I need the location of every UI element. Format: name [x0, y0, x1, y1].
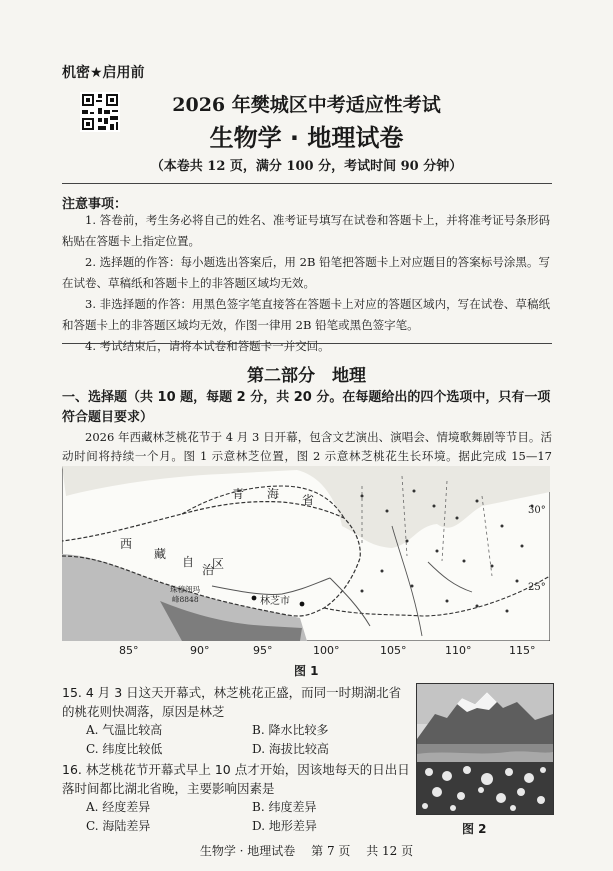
map-label-xizang-1: 西 — [120, 537, 133, 551]
map-lon-label: 95° — [253, 644, 273, 657]
figure-1-map — [62, 466, 550, 641]
question-16-stem: 16. 林芝桃花节开幕式早上 10 点才开始，因该地每天的日出日落时间都比湖北省晚，主要影响因素是 — [62, 762, 410, 796]
question-15-option-d: D. 海拔比较高 — [252, 742, 329, 756]
note-item: 1. 答卷前，考生务必将自己的姓名、准考证号填写在试卷和答题卡上，并将准考证号条形码粘贴在答题卡上指定位置。 — [62, 213, 550, 248]
map-label-linzhi: 林芝市 — [260, 596, 290, 607]
map-lat-label: 25° — [528, 582, 546, 593]
map-label-qinghai-2: 海 — [267, 487, 280, 501]
question-15-stem: 15. 4 月 3 日这天开幕式，林芝桃花正盛，而同一时期湖北省的桃花则快凋落，原因是林芝 — [62, 685, 402, 719]
map-label-everest-2: 峰8848 — [172, 595, 199, 604]
page-footer — [0, 842, 613, 859]
paper-info: （本卷共 12 页，满分 100 分，考试时间 90 分钟） — [150, 159, 463, 174]
paper-title: 生物学 · 地理试卷 — [209, 124, 404, 152]
question-16-option-d: D. 地形差异 — [252, 819, 317, 833]
map-label-qinghai-1: 青 — [232, 487, 245, 501]
figure-2-photo — [416, 683, 554, 815]
exam-title: 2026 年樊城区中考适应性考试 — [172, 94, 441, 116]
map-lon-label: 115° — [509, 644, 536, 657]
section-title: 第二部分 地理 — [247, 366, 366, 386]
question-16-option-a: A. 经度差异 — [86, 800, 151, 814]
map-lon-label: 110° — [445, 644, 472, 657]
map-label-xizang-2: 藏 — [154, 547, 167, 561]
map-label-xizang-5: 区 — [212, 557, 225, 571]
notes-list — [62, 210, 550, 357]
notes-title: 注意事项： — [62, 197, 128, 212]
question-15-option-a: A. 气温比较高 — [86, 723, 163, 737]
question-15 — [62, 683, 412, 759]
map-longitude-axis — [62, 642, 550, 660]
map-label-qinghai-3: 省 — [302, 493, 315, 507]
note-item: 3. 非选择题的作答：用黑色签字笔直接答在答题卡上对应的答题区域内，写在试卷、草稿纸和答题卡上的非答题区域均无效，作图一律用 2B 铅笔或黑色签字笔。 — [62, 297, 550, 332]
figure-2-caption: 图 2 — [462, 822, 487, 836]
map-lon-label: 100° — [313, 644, 340, 657]
material-intro: 2026 年西藏林芝桃花节于 4 月 3 日开幕，包含文艺演出、演唱会、情境歌舞剧等节目。活动时间将持续一个月。图 1 示意林芝位置，图 2 示意林芝桃花生长环境。据此完成 15—17 — [62, 430, 552, 463]
divider-bottom — [62, 343, 552, 344]
question-16-option-b: B. 纬度差异 — [252, 800, 317, 814]
question-15-option-b: B. 降水比较多 — [252, 723, 329, 737]
map-lon-label: 105° — [380, 644, 407, 657]
footer-total-pages: 共 12 页 — [366, 844, 414, 858]
map-label-xizang-4: 治 — [202, 563, 215, 577]
map-lat-label: 30° — [528, 505, 546, 516]
question-16-option-c: C. 海陆差异 — [86, 819, 151, 833]
footer-page-number: 第 7 页 — [311, 844, 351, 858]
map-lon-label: 85° — [119, 644, 139, 657]
question-15-option-c: C. 纬度比较低 — [86, 742, 163, 756]
question-16 — [62, 760, 412, 836]
footer-paper-title: 生物学 · 地理试卷 — [199, 844, 296, 858]
map-label-xizang-3: 自 — [182, 555, 195, 569]
divider-top — [62, 183, 552, 184]
note-item: 4. 考试结束后，请将本试卷和答题卡一并交回。 — [85, 339, 330, 353]
question-group-header: 一、选择题（共 10 题，每题 2 分，共 20 分。在每题给出的四个选项中，只有一项符合题目要求） — [62, 390, 551, 425]
note-item: 2. 选择题的作答：每小题选出答案后，用 2B 铅笔把答题卡上对应题目的答案标号涂黑。写在试卷、草稿纸和答题卡上的非答题区域均无效。 — [62, 255, 550, 290]
confidential-label: 机密★启用前 — [62, 65, 145, 81]
map-lon-label: 90° — [190, 644, 210, 657]
figure-1-caption: 图 1 — [294, 664, 319, 678]
map-label-everest: 珠穆朗玛 — [170, 585, 200, 594]
